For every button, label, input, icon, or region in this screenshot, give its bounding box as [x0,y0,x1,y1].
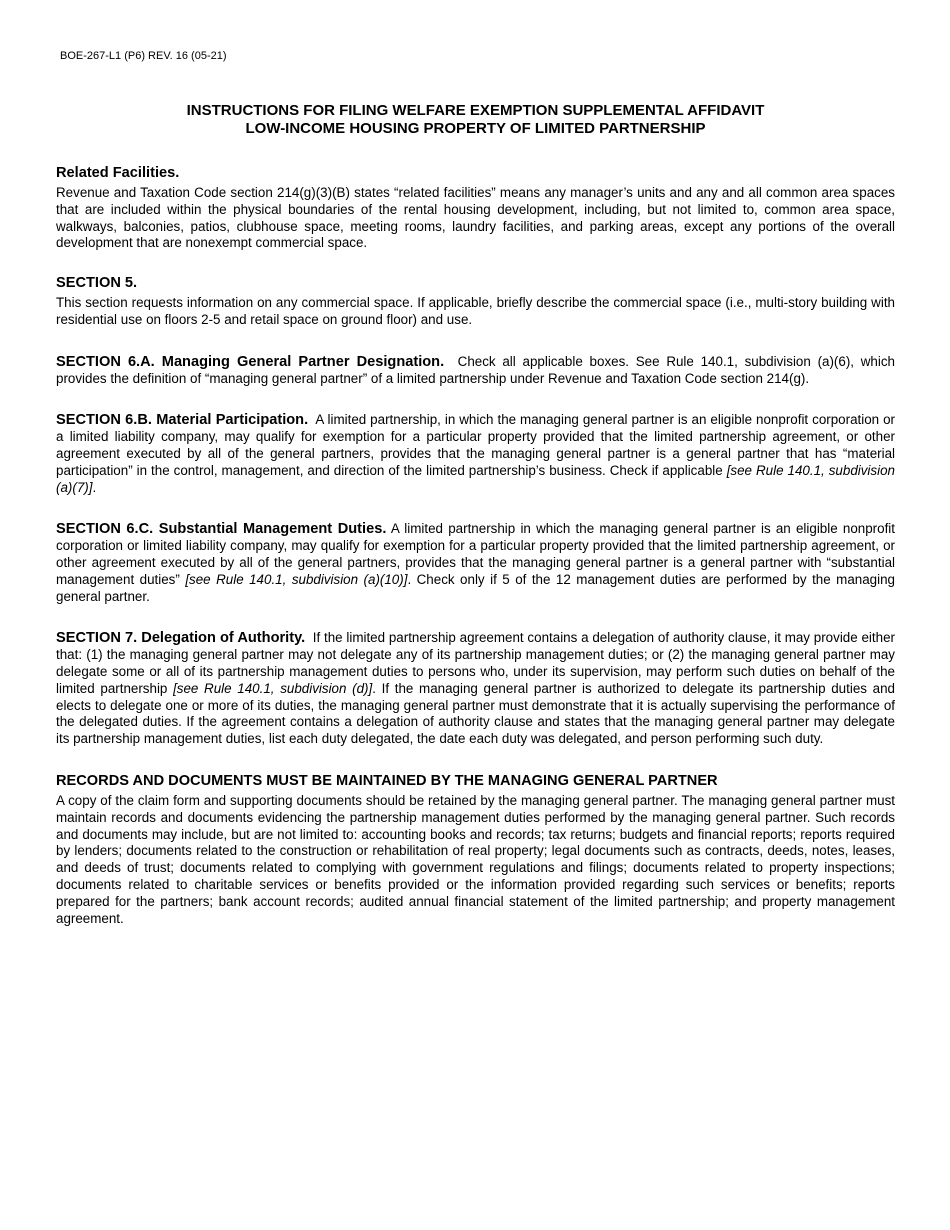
section-7-text-end: . If the managing general partner is authorized to delegate its partnership duties and elects to delegate one or more of its duties, the managing general partner must demonstrate that it is actually supervising the performance of the delegated duties. If the agreement contains a delegation of authority clause and states that the managing general partner may delegate its partnership management duties, list each duty delegated, the date each duty was delegated, and person performing such duty. [56,680,895,747]
document-title [56,102,895,138]
section-5-heading: SECTION 5. [56,275,138,292]
form-id: BOE-267-L1 (P6) REV. 16 (05-21) [60,50,227,62]
records-heading: RECORDS AND DOCUMENTS MUST BE MAINTAINED BY THE MANAGING GENERAL PARTNER [56,772,718,789]
document-body [56,164,895,927]
section-6c-text-end: . Check only if 5 of the 12 management duties are performed by the managing general partner. [56,571,895,604]
section-7-heading: SECTION 7. Delegation of Authority. [56,630,306,647]
section-6a-text: Check all applicable boxes. See Rule 140.1, subdivision (a)(6), which provides the definition of “managing general partner” of a limited partnership under Revenue and Taxation Code section 214(g). [56,353,895,386]
title-line-1: INSTRUCTIONS FOR FILING WELFARE EXEMPTION SUPPLEMENTAL AFFIDAVIT [186,102,765,119]
section-6a-heading: SECTION 6.A. Managing General Partner Designation. [56,353,445,370]
related-facilities-text: Revenue and Taxation Code section 214(g)(3)(B) states “related facilities” means any manager’s units and any and all common area spaces that are included within the physical boundaries of the rental housing development, including, but not limited to, common area space, walkways, balconies, patios, clubhouse space, meeting rooms, laundry facilities, and parking areas, except any portions of the overall development that are nonexempt commercial space. [56,185,895,251]
section-6a-paragraph [56,354,895,388]
section-7-text: If the limited partnership agreement contains a delegation of authority clause, it may provide either that: (1) the managing general partner may not delegate any of its partnership management duties; or (2) the managing general partner may delegate some or all of its partnership management duties to persons who, under its supervision, may perform such duties on behalf of the limited partnership [56,630,895,696]
section-6c-paragraph [56,521,895,605]
records-text: A copy of the claim form and supporting documents should be retained by the managing general partner. The managing general partner must maintain records and documents evidencing the partnership management duties performed by the managing general partner. Such records and documents may include, but are not limited to: accounting books and records; tax returns; budgets and financial reports; reports required by lenders; documents related to the construction or rehabilitation of real property; legal documents such as contracts, deeds, notes, leases, and deeds of trust; documents related to complying with government regulations and filings; documents related to property inspections; documents related to charitable services or benefits provided or the information provided regarding such services or benefits; reports prepared for the partners; bank account records; audited annual financial statement of the limited partnership; and property management agreement. [56,792,895,926]
section-6c-rule-reference: [see Rule 140.1, subdivision (a)(10)] [185,571,408,587]
section-7 [56,630,895,748]
section-6b [56,412,895,496]
section-6b-text-end: . [92,479,97,495]
related-facilities-heading: Related Facilities. [56,165,180,181]
section-6b-paragraph [56,412,895,496]
section-6c [56,521,895,605]
title-line-2: LOW-INCOME HOUSING PROPERTY OF LIMITED PARTNERSHIP [245,120,706,137]
section-6b-rule-reference: [see Rule 140.1, subdivision (a)(7)] [56,462,895,495]
section-5 [56,274,895,329]
section-5-text: This section requests information on any commercial space. If applicable, briefly describe the commercial space (i.e., multi-story building with residential use on floors 2-5 and retail space on ground floor) and use. [56,295,895,327]
section-7-paragraph [56,630,895,748]
section-6a [56,354,895,388]
section-6c-heading: SECTION 6.C. Substantial Management Duties. [56,521,387,538]
section-7-rule-reference: [see Rule 140.1, subdivision (d)] [173,680,373,696]
related-facilities-section [56,164,895,252]
section-6b-heading: SECTION 6.B. Material Participation. [56,412,309,429]
section-6c-text: A limited partnership in which the managing general partner is an eligible nonprofit corporation or limited liability company, may qualify for exemption for a particular property provided that the limited partnership agreement, or other agreement executed by all of the general partners, provides that the managing general partner is a general partner with “substantial management duties” [56,521,896,587]
section-6b-text: A limited partnership, in which the managing general partner is an eligible nonprofit corporation or a limited liability company, may qualify for exemption for a particular property provided that the limited partnership agreement, or other agreement executed by all of the general partners, provides that the managing general partner is a general partner that has “material participation” in the control, management, and direction of the limited partnership’s business. Check if applicable [56,412,895,478]
records-section [56,772,895,927]
